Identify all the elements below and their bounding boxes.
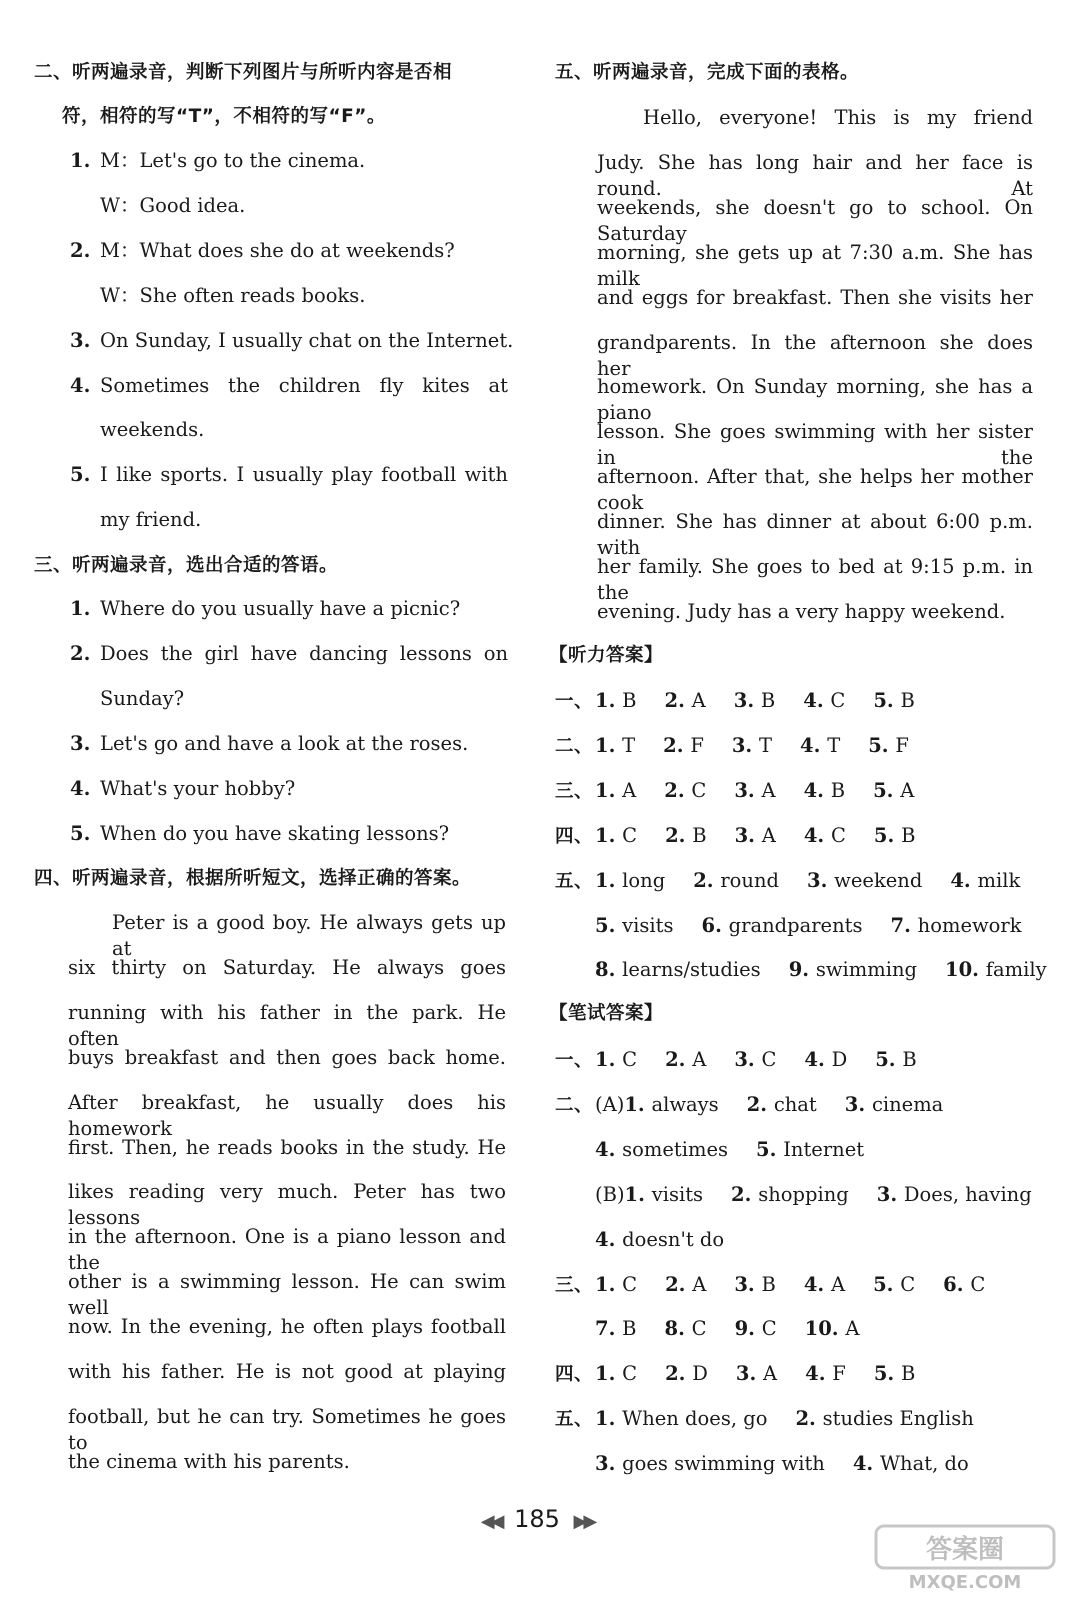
prev-arrows-icon: ◀◀ xyxy=(480,1511,501,1532)
response-item xyxy=(70,596,460,622)
answer-value: 4. doesn't do xyxy=(595,1227,725,1251)
answer-section-label: 二、 xyxy=(555,735,594,757)
answer-value: 2. studies English xyxy=(795,1407,974,1431)
answer-value: 6. C xyxy=(943,1272,986,1296)
item-text: On Sunday, I usually chat on the Internet. xyxy=(100,328,514,352)
written-answer-row xyxy=(555,1227,724,1253)
written-answer-row xyxy=(555,1182,1032,1208)
item-number: 5. xyxy=(70,463,91,487)
answer-value: 5. B xyxy=(875,1048,917,1071)
passage-line: Judy. She has long hair and her face is round. At xyxy=(597,150,1033,200)
answer-value: 1. C xyxy=(595,1362,638,1386)
answer-value: 3. B xyxy=(733,689,776,712)
listening-answer-row xyxy=(555,913,1022,939)
item-number: 5. xyxy=(70,821,91,845)
item-text: my friend. xyxy=(100,508,202,532)
written-answer-row xyxy=(555,1137,864,1163)
item-text: Does the girl have dancing lessons on xyxy=(100,641,508,665)
answer-value: 3. T xyxy=(731,733,773,757)
answer-value: 3. goes swimming with xyxy=(595,1452,825,1476)
answer-value: 1. When does, go xyxy=(595,1407,768,1431)
answer-value: 3. cinema xyxy=(844,1092,944,1116)
passage-line: Peter is a good boy. He always gets up at xyxy=(112,911,506,960)
listening-item xyxy=(100,507,201,533)
written-answer-row xyxy=(555,1406,974,1433)
answer-value: 4. C xyxy=(803,823,846,847)
listening-answer-row xyxy=(555,957,1047,983)
answer-value: 4. A xyxy=(803,1272,846,1296)
answer-value: 5. C xyxy=(873,1272,916,1296)
item-text: When do you have skating lessons? xyxy=(100,821,450,845)
answer-value: 7. B xyxy=(595,1317,637,1341)
answer-value: 5. A xyxy=(873,778,915,802)
answer-value: 3. weekend xyxy=(807,868,923,892)
item-number: 4. xyxy=(70,776,91,800)
passage-line: lesson. She goes swimming with her sister in the xyxy=(597,420,1033,470)
section-2-title-line-2: 符，相符的写“T”，不相符的写“F”。 xyxy=(62,106,386,127)
passage-line: her family. She goes to bed at 9:15 p.m. in the xyxy=(597,555,1033,604)
passage-line: weekends, she doesn't go to school. On Saturday xyxy=(597,195,1033,245)
listening-item xyxy=(70,238,455,264)
item-text: W：Good idea. xyxy=(100,193,246,217)
answer-value: (B)1. visits xyxy=(595,1182,704,1206)
answer-value: 3. B xyxy=(734,1272,776,1296)
passage-line: dinner. She has dinner at about 6:00 p.m. with xyxy=(597,510,1033,560)
answer-value: 4. D xyxy=(804,1048,848,1071)
listening-answer-row xyxy=(555,868,1020,895)
answer-section-label: 一、 xyxy=(555,1050,594,1071)
listening-item xyxy=(70,148,365,174)
passage-line: first. Then, he reads books in the study. He xyxy=(68,1135,506,1159)
answer-value: 5. B xyxy=(873,823,916,847)
listening-item xyxy=(70,462,508,488)
written-answer-row xyxy=(555,1272,985,1299)
passage-line: homework. On Sunday morning, she has a piano xyxy=(597,375,1033,425)
answer-value: 4. C xyxy=(803,689,846,712)
item-text: I like sports. I usually play football with xyxy=(100,463,508,487)
answer-value: 8. learns/studies xyxy=(595,958,761,982)
item-text: W：She often reads books. xyxy=(100,283,366,307)
passage-line: running with his father in the park. He often xyxy=(68,1000,506,1050)
item-number: 2. xyxy=(70,238,91,262)
item-text: Where do you usually have a picnic? xyxy=(100,597,461,620)
answer-value: 1. A xyxy=(595,778,637,802)
written-answers-title: 【笔试答案】 xyxy=(549,1003,664,1024)
answer-value: 3. A xyxy=(735,1362,778,1386)
passage-line: with his father. He is not good at playing xyxy=(68,1360,506,1383)
item-number: 2. xyxy=(70,641,91,665)
item-text: What's your hobby? xyxy=(100,776,296,800)
item-number: 1. xyxy=(70,149,91,172)
answer-value: 3. A xyxy=(734,778,776,802)
item-text: Sunday? xyxy=(100,686,185,710)
answer-value: 1. C xyxy=(595,1048,638,1071)
item-text: Sometimes the children fly kites at xyxy=(100,373,508,397)
passage-line: morning, she gets up at 7:30 a.m. She has milk xyxy=(597,240,1033,290)
answer-section-label: 三、 xyxy=(555,780,594,802)
answer-value: 2. A xyxy=(665,1048,707,1071)
passage-line: in the afternoon. One is a piano lesson and the xyxy=(68,1225,506,1275)
written-answer-row xyxy=(555,1361,915,1388)
response-item xyxy=(70,776,295,802)
answer-section-label: 五、 xyxy=(555,1409,594,1431)
written-answer-row xyxy=(555,1316,859,1342)
answer-value: 5. B xyxy=(873,689,915,712)
page-number: 185 xyxy=(514,1505,560,1533)
section-5-title: 五、听两遍录音，完成下面的表格。 xyxy=(555,62,860,83)
passage-line: football, but he can try. Sometimes he goes to xyxy=(68,1404,506,1454)
passage-line: buys breakfast and then goes back home. xyxy=(68,1045,506,1069)
svg-text:答案圈: 答案圈 xyxy=(925,1535,1005,1565)
answer-value: 2. round xyxy=(693,868,780,892)
answer-section-label: 五、 xyxy=(555,870,594,892)
answer-value: 4. F xyxy=(805,1362,846,1386)
answer-value: (A)1. always xyxy=(595,1092,719,1116)
answer-value: 6. grandparents xyxy=(701,913,863,937)
answer-value: 1. B xyxy=(595,689,637,712)
answer-value: 2. shopping xyxy=(731,1182,849,1206)
answer-value: 4. milk xyxy=(950,868,1021,892)
listening-answer-row xyxy=(555,688,915,715)
listening-item xyxy=(70,328,513,354)
item-number: 1. xyxy=(70,597,91,620)
item-number: 3. xyxy=(70,328,91,352)
written-answer-row xyxy=(555,1092,943,1119)
svg-text:MXQE.COM: MXQE.COM xyxy=(908,1572,1022,1592)
section-3-title: 三、听两遍录音，选出合适的答语。 xyxy=(34,555,339,576)
answer-value: 5. B xyxy=(873,1362,916,1386)
watermark-logo xyxy=(870,1522,1060,1592)
answer-value: 10. A xyxy=(804,1317,860,1341)
answer-value: 3. Does, having xyxy=(876,1182,1032,1206)
answer-value: 2. A xyxy=(665,1272,707,1296)
passage-line: evening. Judy has a very happy weekend. xyxy=(597,599,1006,623)
answer-value: 4. B xyxy=(803,778,846,802)
passage-line: After breakfast, he usually does his homework xyxy=(68,1090,506,1140)
next-arrows-icon: ▶▶ xyxy=(573,1511,594,1532)
response-item xyxy=(100,686,184,712)
answer-value: 5. Internet xyxy=(756,1137,865,1161)
listening-answer-row xyxy=(555,823,915,850)
passage-line: grandparents. In the afternoon she does her xyxy=(597,330,1033,380)
passage-line: now. In the evening, he often plays football xyxy=(68,1315,506,1339)
answer-value: 2. D xyxy=(665,1362,708,1386)
item-text: M：What does she do at weekends? xyxy=(100,238,455,262)
listening-answer-row xyxy=(555,733,909,760)
item-text: weekends. xyxy=(100,418,205,442)
passage-line: likes reading very much. Peter has two lessons xyxy=(68,1180,506,1230)
item-number: 4. xyxy=(70,373,91,397)
listening-answer-row xyxy=(555,778,914,805)
passage-line: six thirty on Saturday. He always goes xyxy=(68,955,506,979)
listening-answers-title: 【听力答案】 xyxy=(549,645,664,666)
answer-value: 4. T xyxy=(800,733,841,757)
answer-value: 9. C xyxy=(734,1317,777,1341)
answer-value: 1. long xyxy=(595,868,666,892)
section-2-title-line-1: 二、听两遍录音，判断下列图片与所听内容是否相 xyxy=(34,62,453,83)
answer-value: 1. C xyxy=(595,823,638,847)
answer-value: 4. sometimes xyxy=(595,1137,729,1161)
answer-value: 2. A xyxy=(664,689,706,712)
listening-item xyxy=(70,373,508,399)
answer-value: 9. swimming xyxy=(788,958,918,982)
item-number: 3. xyxy=(70,731,91,755)
listening-item xyxy=(100,283,365,309)
response-item xyxy=(70,821,449,847)
response-item xyxy=(70,641,508,667)
answer-value: 8. C xyxy=(664,1317,707,1341)
answer-value: 5. visits xyxy=(595,913,674,937)
passage-line: other is a swimming lesson. He can swim well xyxy=(68,1270,506,1320)
answer-section-label: 一、 xyxy=(555,691,594,712)
answer-value: 3. C xyxy=(734,1048,777,1071)
answer-value: 3. A xyxy=(734,823,776,847)
answer-value: 7. homework xyxy=(890,913,1022,937)
answer-value: 2. B xyxy=(665,823,707,847)
answer-value: 1. C xyxy=(595,1272,638,1296)
answer-value: 2. chat xyxy=(746,1092,817,1116)
item-text: M：Let's go to the cinema. xyxy=(100,149,366,172)
answer-value: 4. What, do xyxy=(852,1452,969,1476)
answer-section-label: 四、 xyxy=(555,1364,594,1386)
answer-section-label: 三、 xyxy=(555,1274,594,1296)
answer-value: 10. family xyxy=(945,958,1047,982)
answer-section-label: 二、 xyxy=(555,1094,594,1116)
answer-section-label: 四、 xyxy=(555,825,594,847)
answer-value: 1. T xyxy=(595,733,636,757)
passage-line: and eggs for breakfast. Then she visits her xyxy=(597,285,1033,309)
answer-value: 5. F xyxy=(868,733,909,757)
listening-item xyxy=(100,417,204,443)
answer-value: 2. F xyxy=(663,733,704,757)
passage-line: the cinema with his parents. xyxy=(68,1449,350,1473)
written-answer-row xyxy=(555,1047,917,1074)
item-text: Let's go and have a look at the roses. xyxy=(100,731,469,755)
passage-line: Hello, everyone! This is my friend xyxy=(643,106,1033,129)
written-answer-row xyxy=(555,1451,969,1477)
listening-item xyxy=(100,193,245,219)
response-item xyxy=(70,731,468,757)
answer-value: 2. C xyxy=(664,778,707,802)
passage-line: afternoon. After that, she helps her mother cook xyxy=(597,465,1033,515)
section-4-title: 四、听两遍录音，根据所听短文，选择正确的答案。 xyxy=(34,868,472,889)
